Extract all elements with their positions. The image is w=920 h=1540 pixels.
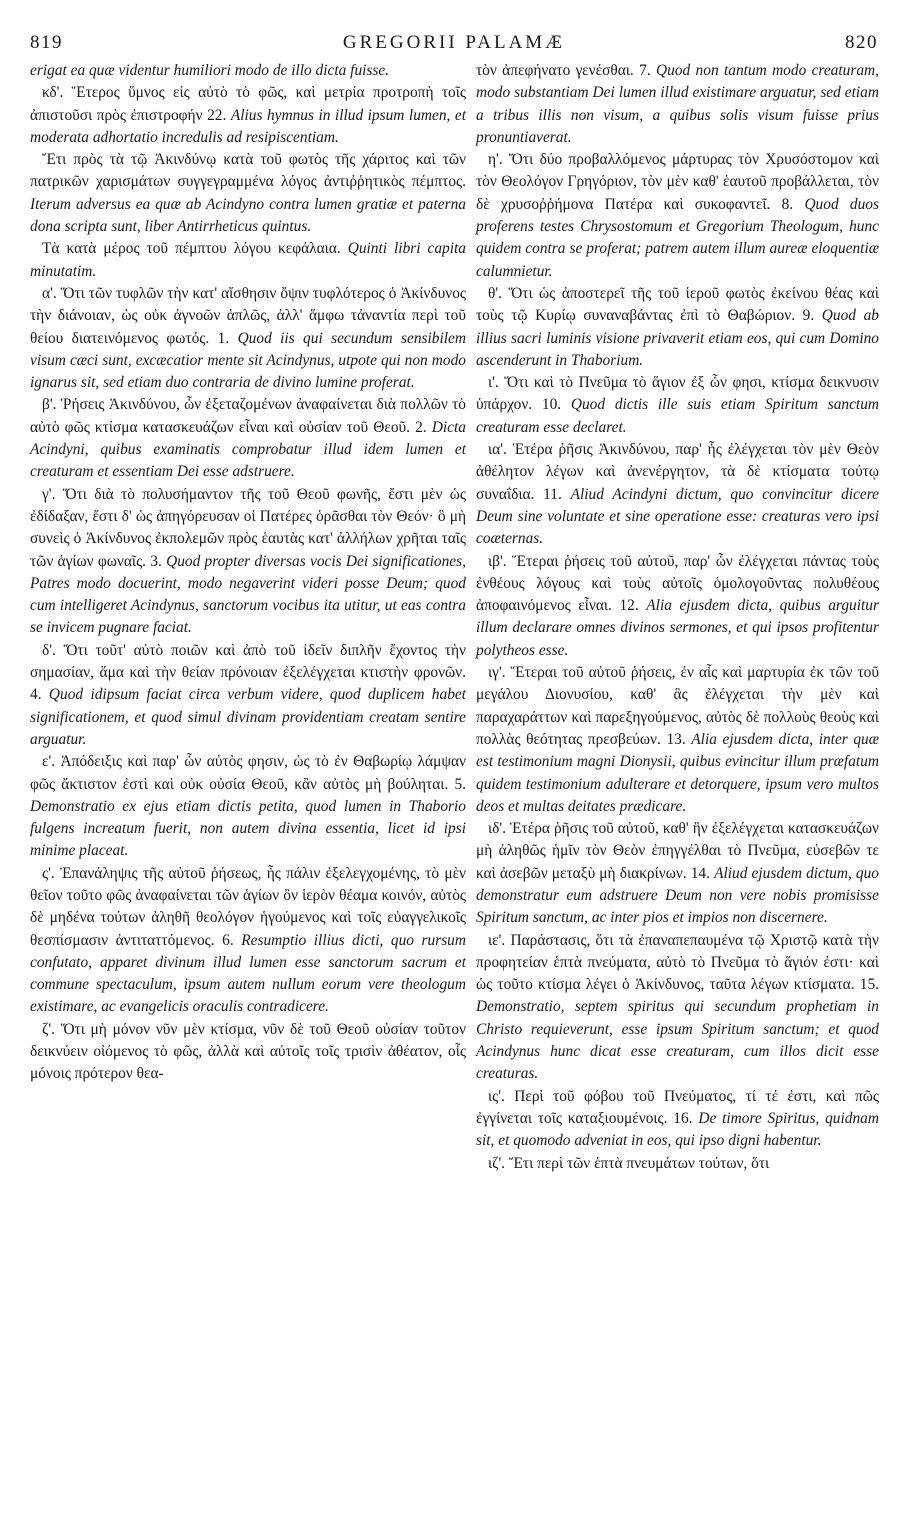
paragraph bbox=[476, 551, 879, 662]
right-column bbox=[476, 60, 879, 1175]
greek-text: ιζ'. Ἔτι περὶ τῶν ἑπτὰ πνευμάτων τούτων, ὅτι bbox=[488, 1154, 770, 1172]
latin-text: Alia ejusdem dicta, quibus arguitur illum declarare omnes divinos sermones, et qui ipsos profitentur polytheos esse. bbox=[476, 597, 879, 659]
latin-text: Alia ejusdem dicta, inter quæ est testimonium magni Dionysii, quibus evincitur illum præfatum quidem testimonium adulterare et detorquere, ipsum vero multos deos et multas deitates prædicare. bbox=[476, 730, 879, 815]
greek-text: Ἔτι πρὸς τὰ τῷ Ἀκινδύνῳ κατὰ τοῦ φωτὸς τῆς χάριτος καὶ τῶν πατρικῶν χαρισμάτων συγγεγραμμένα λόγος ἀντιῤῥητικὸς πέμπτος. bbox=[30, 151, 466, 191]
paragraph bbox=[476, 1153, 879, 1175]
running-header bbox=[30, 32, 878, 58]
page-number-left: 819 bbox=[30, 32, 63, 53]
greek-text: α'. Ὅτι τῶν τυφλῶν τὴν κατ' αἴσθησιν ὄψιν τυφλότερος ὁ Ἀκίνδυνος τὴν διάνοιαν, ὡς οὐκ ἀγνοῶν ἁπλῶς, ἀλλ' ἅμφω τἀναντία περὶ τοῦ θείου διατεινόμενος φωτός. 1. bbox=[30, 284, 466, 347]
page-number-right: 820 bbox=[845, 32, 878, 53]
paragraph bbox=[30, 394, 466, 483]
paragraph bbox=[30, 1019, 466, 1086]
latin-text: erigat ea quæ videntur humiliori modo de illo dicta fuisse. bbox=[30, 62, 390, 79]
latin-text: Aliud Acindyni dictum, quo convincitur dicere Deum sine voluntate et sine operatione esse: creaturas vero ipsi coæternas. bbox=[476, 485, 879, 548]
paragraph bbox=[30, 60, 466, 82]
latin-text: Quinti libri capita minutatim. bbox=[30, 240, 466, 280]
greek-text: ε'. Ἀπόδειξις καὶ παρ' ὧν αὐτὸς φησιν, ὡς τὸ ἐν Θαβωρίῳ λάμψαν φῶς ἄκτιστον ἐστὶ καὶ οὐκ οὐσία Θεοῦ, κἂν αὐτὸς μὴ βούληται. 5. bbox=[30, 753, 466, 793]
latin-text: Quod iis qui secundum sensibilem visum cæci sunt, excæcatior mente sit Acindynus, utpote qui non modo ignarus sit, sed etiam duo contraria de divino lumine proferat. bbox=[30, 329, 467, 392]
greek-text: θ'. Ὅτι ὡς ἀποστερεῖ τῆς τοῦ ἱεροῦ φωτὸς ἐκείνου θέας καὶ τοὺς τῷ Κυρίῳ συναναβάντας ἐπὶ τὸ Θαβώριον. 9. bbox=[476, 284, 879, 325]
greek-text: Τὰ κατὰ μέρος τοῦ πέμπτου λόγου κεφάλαια. bbox=[42, 240, 341, 258]
greek-text: ζ'. Ὅτι μὴ μόνον νῦν μὲν κτίσμα, νῦν δὲ τοῦ Θεοῦ οὐσίαν τοῦτον δεικνύειν οἰόμενος τὸ φῶς, ἀλλὰ καὶ αὐτοῖς τοῖς τρισὶν ἀθέατον, οἷς μόνοις πρότερον θεα- bbox=[30, 1020, 466, 1083]
greek-text: ια'. Ἑτέρα ῥῆσις Ἀκινδύνου, παρ' ἧς ἐλέγχεται τὸν μὲν Θεὸν ἀθέλητον λέγων καὶ ἀνενέργητον, τὰ δὲ κτίσματα τούτῳ συναΐδια. 11. bbox=[476, 441, 879, 503]
paragraph bbox=[30, 283, 466, 394]
paragraph bbox=[476, 283, 879, 372]
latin-text: Alius hymnus in illud ipsum lumen, et moderata adhortatio incredulis ad resipiscentiam. bbox=[30, 106, 466, 146]
latin-text: Aliud ejusdem dictum, quo demonstratur eum adstruere Deum non vere nobis promisisse Spiritum sanctum, ac inter pios et impios non discernere. bbox=[476, 864, 879, 927]
latin-text: Demonstratio ex ejus etiam dictis petita, quod lumen in Thaborio fulgens increatum fuerit, non autem divina essentia, licet id ipsi minime placeat. bbox=[30, 797, 466, 860]
paragraph bbox=[476, 372, 879, 439]
paragraph bbox=[30, 751, 466, 862]
greek-text: γ'. Ὅτι διὰ τὸ πολυσήμαντον τῆς τοῦ Θεοῦ φωνῆς, ἔστι μὲν ὡς ἐδίδαξαν, ἔστι δ' ὡς ἀπηγόρευσαν οἱ Πατέρες ὁρᾶσθαι τὸν Θεόν· ὃ μὴ συνεὶς ὁ Ἀκίνδυνος ἐκπολεμῶν πρὸς ἑαυτὰς κατ' ἀλλήλων χρῆται ταῖς τῶν ἁγίων φωναῖς. 3. bbox=[30, 485, 466, 570]
running-title: GREGORII PALAMÆ bbox=[342, 32, 566, 53]
latin-text: De timore Spiritus, quidnam sit, et quomodo adveniat in eos, qui ipso digni habentur. bbox=[476, 1109, 879, 1150]
greek-text: ιγ'. Ἕτεραι τοῦ αὐτοῦ ῥήσεις, ἐν αἷς καὶ μαρτυρία ἐκ τῶν τοῦ μεγάλου Διονυσίου, καθ' ἃς ἐλέγχεται τὴν μὲν καὶ παραχαράττων καὶ παρεξηγούμενος, αὐτὸς δὲ πολλοὺς θεοὺς καὶ πολλὰς θεότητας πρεσβεύων. 13. bbox=[476, 664, 879, 748]
paragraph bbox=[30, 640, 466, 751]
paragraph bbox=[476, 439, 879, 550]
paragraph bbox=[30, 863, 466, 1019]
paragraph bbox=[30, 149, 466, 238]
paragraph bbox=[476, 1086, 879, 1153]
paragraph bbox=[476, 818, 879, 929]
paragraph bbox=[30, 82, 466, 149]
latin-text: Quod non tantum modo creaturam, modo substantiam Dei lumen illud existimare arguatur, sed etiam a tribus illis non visum, a quibus solis visum fuisse prius pronuntiaverat. bbox=[476, 62, 879, 146]
greek-text: β'. Ῥήσεις Ἀκινδύνου, ὧν ἐξεταζομένων ἀναφαίνεται διὰ πολλῶν τὸ αὐτὸ φῶς κτίσμα κατασκευάζων εἶναι καὶ οὐσίαν τοῦ Θεοῦ. 2. bbox=[30, 396, 466, 436]
greek-text: ι'. Ὅτι καὶ τὸ Πνεῦμα τὸ ἅγιον ἐξ ὧν φησι, κτίσμα δεικνυσιν ὑπάρχον. 10. bbox=[476, 374, 879, 414]
greek-text: ιβ'. Ἕτεραι ῥήσεις τοῦ αὐτοῦ, παρ' ὧν ἐλέγχεται πάντας τοὺς ἐνθέους λόγους καὶ τοὺς αὐτοῖς ὁμολογοῦντας πολυθέους ἀποφαινόμενος εἶναι. 12. bbox=[476, 552, 879, 615]
greek-text: η'. Ὅτι δύο προβαλλόμενος μάρτυρας τὸν Χρυσόστομον καὶ τὸν Θεολόγον Γρηγόριον, τὸν μὲν καθ' ἑαυτοῦ προβάλλεται, τὸν δὲ χρυσοῤῥήμονα Πατέρα καὶ συκοφαντεῖ. 8. bbox=[476, 151, 879, 213]
greek-text: ιε'. Παράστασις, ὅτι τὰ ἐπαναπεπαυμένα τῷ Χριστῷ κατὰ τὴν προφητείαν ἑπτὰ πνεύματα, αὐτὸ τὸ Πνεῦμα τὸ ἅγιόν ἐστι· καὶ ὡς τοῦτο κτίσμα λέγει ὁ Ἀκίνδυνος, ταῦτα λέγων κτίσματα. 15. bbox=[476, 931, 879, 994]
paragraph bbox=[30, 238, 466, 283]
latin-text: Quod dictis ille suis etiam Spiritum sanctum creaturam esse declaret. bbox=[476, 396, 880, 436]
left-column bbox=[30, 60, 466, 1086]
greek-text: δ'. Ὅτι τοῦτ' αὐτὸ ποιῶν καὶ ἀπὸ τοῦ ἰδεῖν διπλῆν ἔχοντος τὴν σημασίαν, ἅμα καὶ τὴν θείαν πρόνοιαν ἐξελέγχεται κτιστὴν φρονῶν. 4. bbox=[30, 641, 466, 704]
latin-text: Dicta Acindyni, quibus examinatis comprobatur illud idem lumen et creaturam et essentiam Dei esse adstruere. bbox=[30, 418, 466, 481]
paragraph bbox=[476, 60, 879, 149]
latin-text: Iterum adversus ea quæ ab Acindyno contra lumen gratiæ et paterna dona scripta sunt, liber Antirrheticus quintus. bbox=[30, 195, 466, 236]
greek-text: κδ'. Ἕτερος ὕμνος εἰς αὐτὸ τὸ φῶς, καὶ μετρία προτροπὴ τοῖς ἀπιστοῦσι πρὸς ἐπιστροφήν 22. bbox=[30, 84, 466, 124]
latin-text: Quod ab illius sacri luminis visione privaverit etiam eos, qui cum Domino ascenderunt in Thaborium. bbox=[476, 307, 879, 369]
latin-text: Quod idipsum faciat circa verbum videre, quod duplicem habet significationem, et quod simul divinam providentiam creatam sentire arguatur. bbox=[30, 686, 466, 748]
paragraph bbox=[30, 484, 466, 640]
greek-text: τὸν ἀπεφήνατο γενέσθαι. 7. bbox=[476, 62, 651, 79]
paragraph bbox=[476, 930, 879, 1086]
greek-text: ις'. Περὶ τοῦ φόβου τοῦ Πνεύματος, τί τέ ἐστι, καὶ πῶς ἐγγίνεται τοῖς καταξιουμένοις. 16. bbox=[476, 1087, 879, 1127]
paragraph bbox=[476, 662, 879, 818]
latin-text: Quod propter diversas vocis Dei significationes, Patres modo docuerint, modo negaverint videri posse Deum; quod cum intelligeret Acindynus, sanctorum vocibus ita utitur, ut eas contra se invicem pugnare faciat. bbox=[30, 552, 466, 637]
paragraph bbox=[476, 149, 879, 283]
latin-text: Demonstratio, septem spiritus qui secundum prophetiam in Christo requieverunt, esse ipsum Spiritum sanctum; et quod Acindynus hunc dicat esse creaturam, cum illos dicit esse creaturas. bbox=[476, 998, 879, 1083]
greek-text: ς'. Ἐπανάληψις τῆς αὐτοῦ ῥήσεως, ἧς πάλιν ἐξελεγχομένης, τὸ μὲν θεῖον τοῦτο φῶς ἀναφαίνεται τῶν ἁγίων ὂν ἱερὸν θέαμα κοινόν, αὐτὸς δὲ μηδένα τούτων ἀληθῆ θεολόγον ἡγούμενος καὶ τοῖς εὐαγγελικοῖς θεσπίσμασιν ἀντιταττόμενος. 6. bbox=[30, 864, 466, 949]
latin-text: Resumptio illius dicti, quo rursum confutato, apparet divinum illud lumen esse sanctorum sacrum et commune spectaculum, ipsum autem nullum eorum vere theologum existimare, ac evangelicis oraculis contradicere. bbox=[30, 931, 466, 1016]
greek-text: ιδ'. Ἑτέρα ῥῆσις τοῦ αὐτοῦ, καθ' ἣν ἐξελέγχεται κατασκευάζων μὴ ἀληθῶς ἡμῖν τὸν Θεὸν ἐπηγγέλθαι τὸ Πνεῦμα, εὐσεβῶν τε καὶ ἀσεβῶν μεταξὺ μὴ διακρίνων. 14. bbox=[476, 820, 879, 882]
latin-text: Quod duos proferens testes Chrysostomum et Gregorium Theologum, hunc quidem contra se proferat; patrem autem illum aureæ eloquentiæ calumnietur. bbox=[476, 195, 879, 280]
